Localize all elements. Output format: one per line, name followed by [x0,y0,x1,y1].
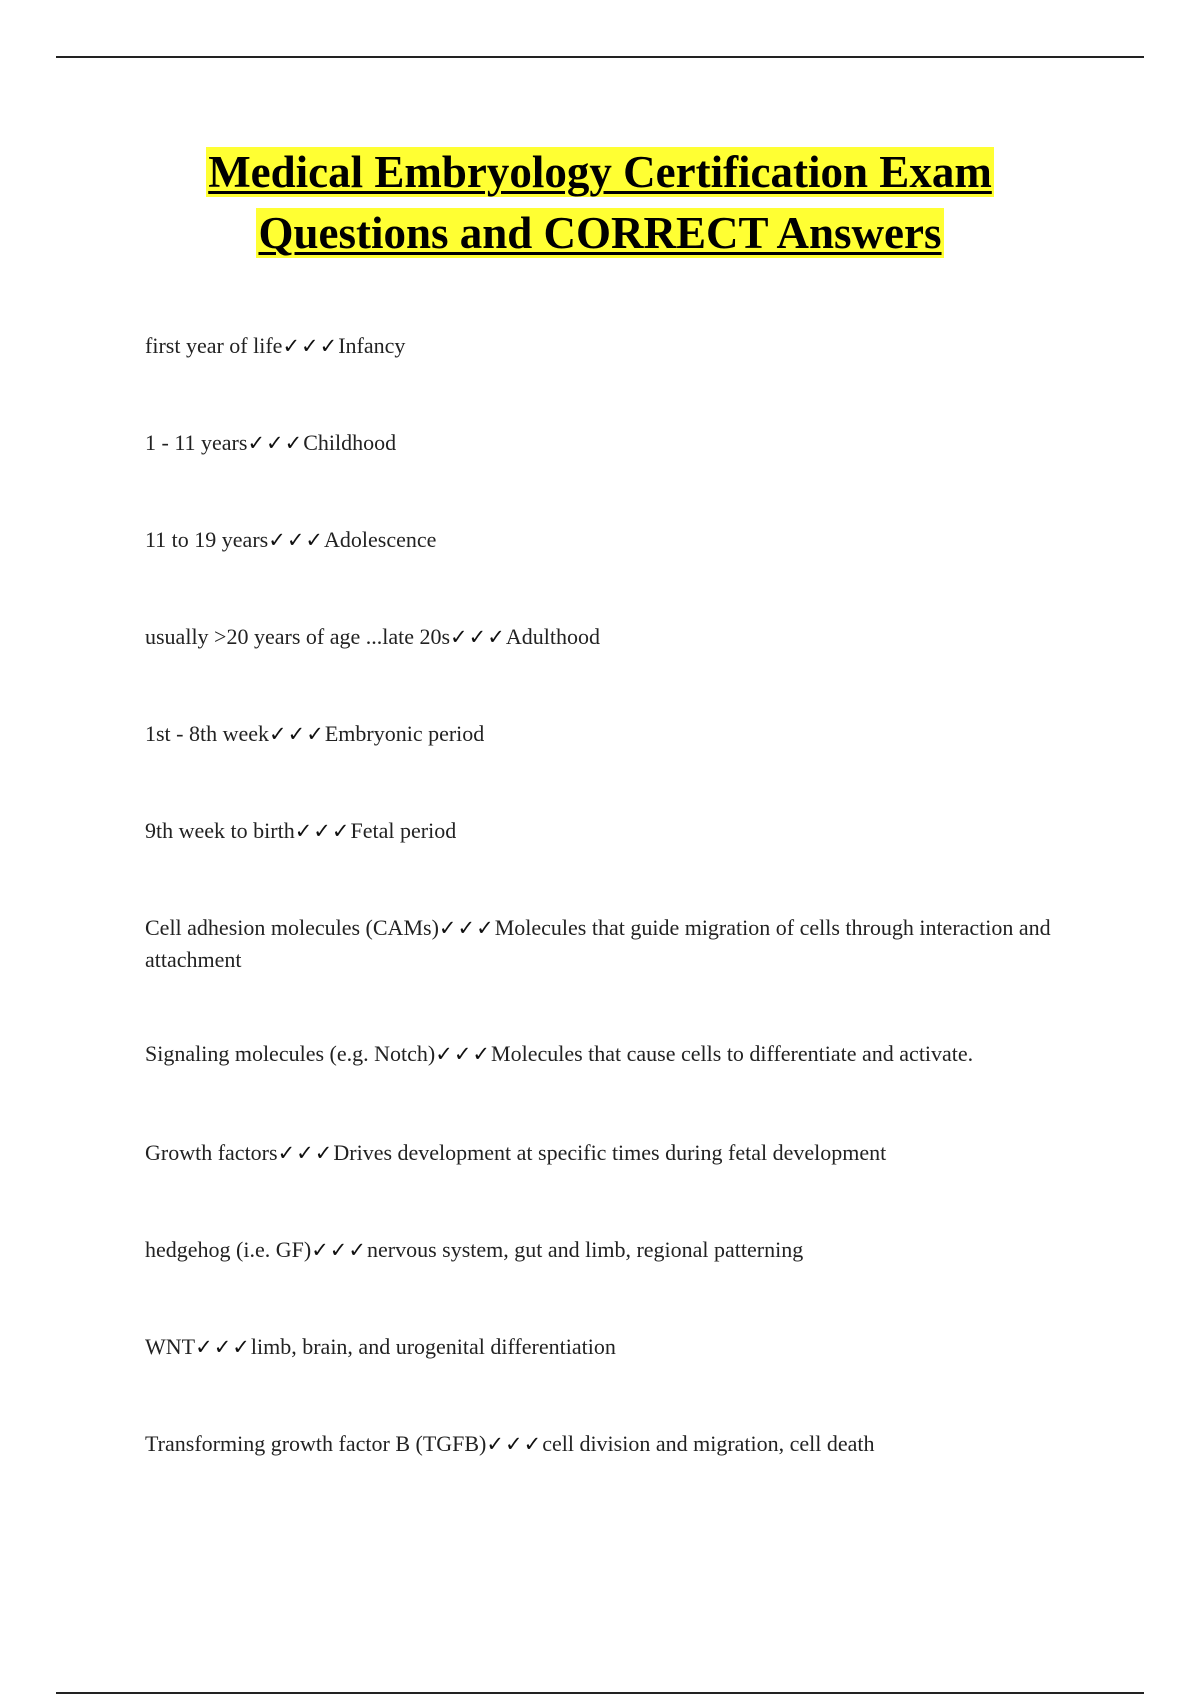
question-text: 1st - 8th week [145,721,270,746]
answer-text: cell division and migration, cell death [542,1431,875,1456]
qa-item [145,330,1065,362]
check-mark-icon: ✓✓✓ [247,431,304,455]
answer-text: Adolescence [324,527,437,552]
answer-text: Fetal period [350,818,457,843]
qa-item [145,1234,1065,1266]
qa-item [145,524,1065,556]
answer-text: Molecules that guide migration of cells through interaction and attachment [145,915,1051,972]
question-text: WNT [145,1334,196,1359]
qa-item [145,815,1065,847]
answer-text: Drives development at specific times during fetal development [333,1140,887,1165]
question-text: Cell adhesion molecules (CAMs) [145,915,439,940]
check-mark-icon: ✓✓✓ [435,1042,492,1066]
answer-text: Molecules that cause cells to differentiate and activate. [491,1041,974,1066]
qa-item [145,1137,1065,1169]
check-mark-icon: ✓✓✓ [311,1238,367,1262]
check-mark-icon: ✓✓✓ [294,819,351,843]
title-line-2: Questions and CORRECT Answers [258,208,942,258]
question-text: Signaling molecules (e.g. Notch) [145,1041,436,1066]
qa-item [145,912,1065,976]
question-text: hedgehog (i.e. GF) [145,1237,312,1262]
qa-item [145,1331,1065,1363]
answer-text: Infancy [338,333,406,358]
question-text: usually >20 years of age ...late 20s [145,624,451,649]
answer-text: limb, brain, and urogenital differentiation [250,1334,616,1359]
check-mark-icon: ✓✓✓ [282,334,339,358]
qa-item [145,1428,1065,1460]
qa-item [145,427,1065,459]
question-text: Transforming growth factor B (TGFB) [145,1431,487,1456]
check-mark-icon: ✓✓✓ [269,722,325,746]
qa-item [145,621,1065,653]
qa-item [145,1038,1105,1070]
question-text: 9th week to birth [145,818,295,843]
bottom-rule [56,1692,1144,1694]
check-mark-icon: ✓✓✓ [438,916,495,940]
answer-text: Childhood [303,430,397,455]
check-mark-icon: ✓✓✓ [450,625,506,649]
answer-text: Adulthood [505,624,600,649]
check-mark-icon: ✓✓✓ [486,1432,543,1456]
check-mark-icon: ✓✓✓ [268,528,325,552]
check-mark-icon: ✓✓✓ [277,1141,334,1165]
question-text: 11 to 19 years [145,527,269,552]
check-mark-icon: ✓✓✓ [195,1335,251,1359]
question-text: first year of life [145,333,283,358]
question-text: Growth factors [145,1140,278,1165]
question-text: 1 - 11 years [145,430,248,455]
answer-text: Embryonic period [324,721,485,746]
title-line-1: Medical Embryology Certification Exam [208,147,992,197]
answer-text: nervous system, gut and limb, regional patterning [366,1237,804,1262]
qa-item [145,718,1065,750]
